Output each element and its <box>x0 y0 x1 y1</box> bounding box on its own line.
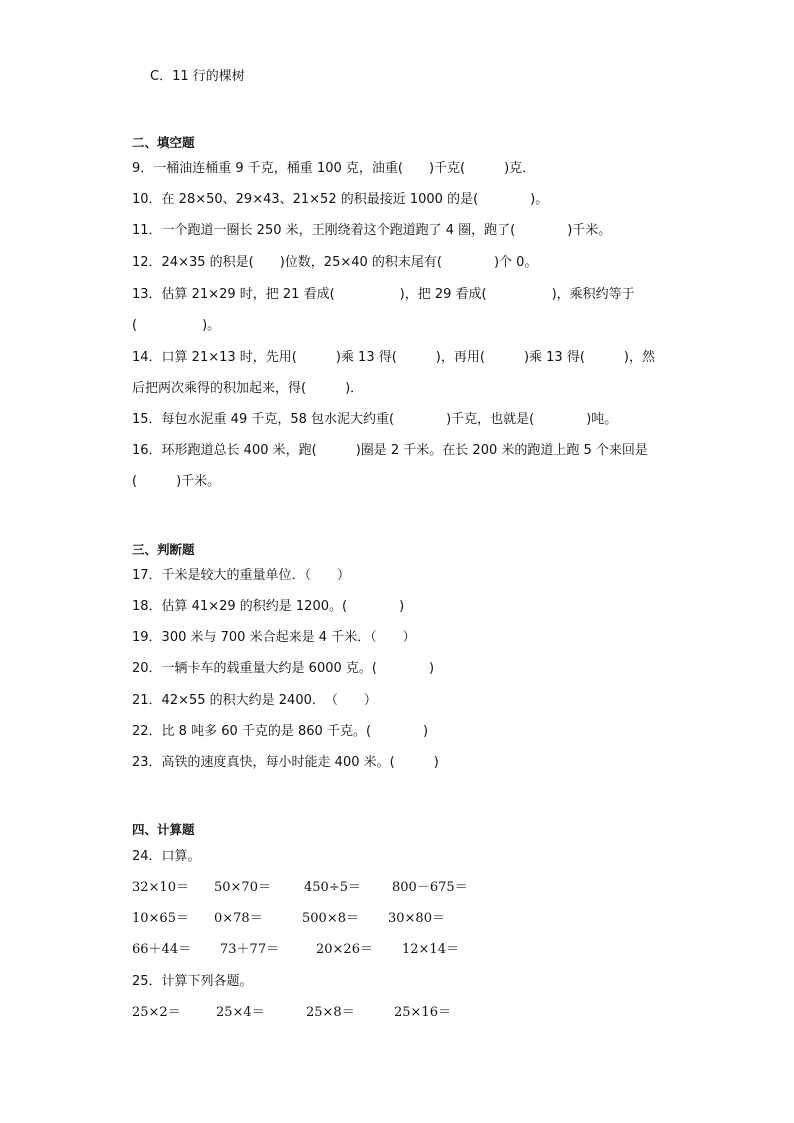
question-24: 24．口算。 <box>132 849 201 864</box>
question-14-line2: 后把两次乘得的积加起来，得( )． <box>132 381 364 396</box>
question-16-line2: ( )千米。 <box>132 474 221 489</box>
calc-item: 66＋44＝ <box>132 942 192 957</box>
question-12: 12．24×35 的积是( )位数，25×40 的积末尾有( )个 0。 <box>132 255 538 270</box>
question-18: 18．估算 41×29 的积约是 1200。( ) <box>132 599 405 614</box>
calc-item: 800－675＝ <box>392 880 468 895</box>
calc-item: 30×80＝ <box>388 911 445 926</box>
calc-item: 73＋77＝ <box>220 942 280 957</box>
section-fill-blank-title: 二、填空题 <box>132 135 195 150</box>
question-25: 25．计算下列各题。 <box>132 974 253 989</box>
calc-item: 50×70＝ <box>214 880 271 895</box>
question-9: 9．一桶油连桶重 9 千克，桶重 100 克，油重( )千克( )克． <box>132 161 536 176</box>
calc-item: 10×65＝ <box>132 911 189 926</box>
question-15: 15．每包水泥重 49 千克，58 包水泥大约重( )千克，也就是( )吨。 <box>132 412 618 427</box>
question-23: 23．高铁的速度真快，每小时能走 400 米。( ) <box>132 755 439 770</box>
calc-item: 12×14＝ <box>402 942 459 957</box>
calc-item: 32×10＝ <box>132 880 189 895</box>
question-22: 22．比 8 吨多 60 千克的是 860 千克。( ) <box>132 724 429 739</box>
question-16-line1: 16．环形跑道总长 400 米，跑( )圈是 2 千米。在长 200 米的跑道上跑 5 个来回是 <box>132 443 648 458</box>
calc-item: 20×26＝ <box>316 942 373 957</box>
section-judgement-title: 三、判断题 <box>132 542 195 557</box>
question-10: 10．在 28×50、29×43、21×52 的积最接近 1000 的是( )。 <box>132 192 549 207</box>
question-19: 19．300 米与 700 米合起来是 4 千米．（ ） <box>132 630 416 645</box>
question-14-line1: 14．口算 21×13 时，先用( )乘 13 得( )，再用( )乘 13 得( )，然 <box>132 350 655 365</box>
calc-item: 25×16＝ <box>394 1005 451 1020</box>
question-11: 11．一个跑道一圈长 250 米，王刚绕着这个跑道跑了 4 圈，跑了( )千米。 <box>132 223 612 238</box>
calc-item: 25×8＝ <box>306 1005 355 1020</box>
calc-item: 25×2＝ <box>132 1005 181 1020</box>
calc-item: 25×4＝ <box>216 1005 265 1020</box>
calc-item: 0×78＝ <box>214 911 263 926</box>
question-17: 17．千米是较大的重量单位．（ ） <box>132 568 351 583</box>
question-21: 21．42×55 的积大约是 2400． （ ） <box>132 693 377 708</box>
calc-item: 450÷5＝ <box>304 880 361 895</box>
question-20: 20．一辆卡车的载重量大约是 6000 克。( ) <box>132 661 435 676</box>
option-c: C．11 行的棵树 <box>150 69 245 84</box>
calc-item: 500×8＝ <box>302 911 359 926</box>
question-13-line1: 13．估算 21×29 时，把 21 看成( )，把 29 看成( )，乘积约等于 <box>132 287 635 302</box>
section-calculation-title: 四、计算题 <box>132 822 195 837</box>
question-13-line2: ( )。 <box>132 318 221 333</box>
